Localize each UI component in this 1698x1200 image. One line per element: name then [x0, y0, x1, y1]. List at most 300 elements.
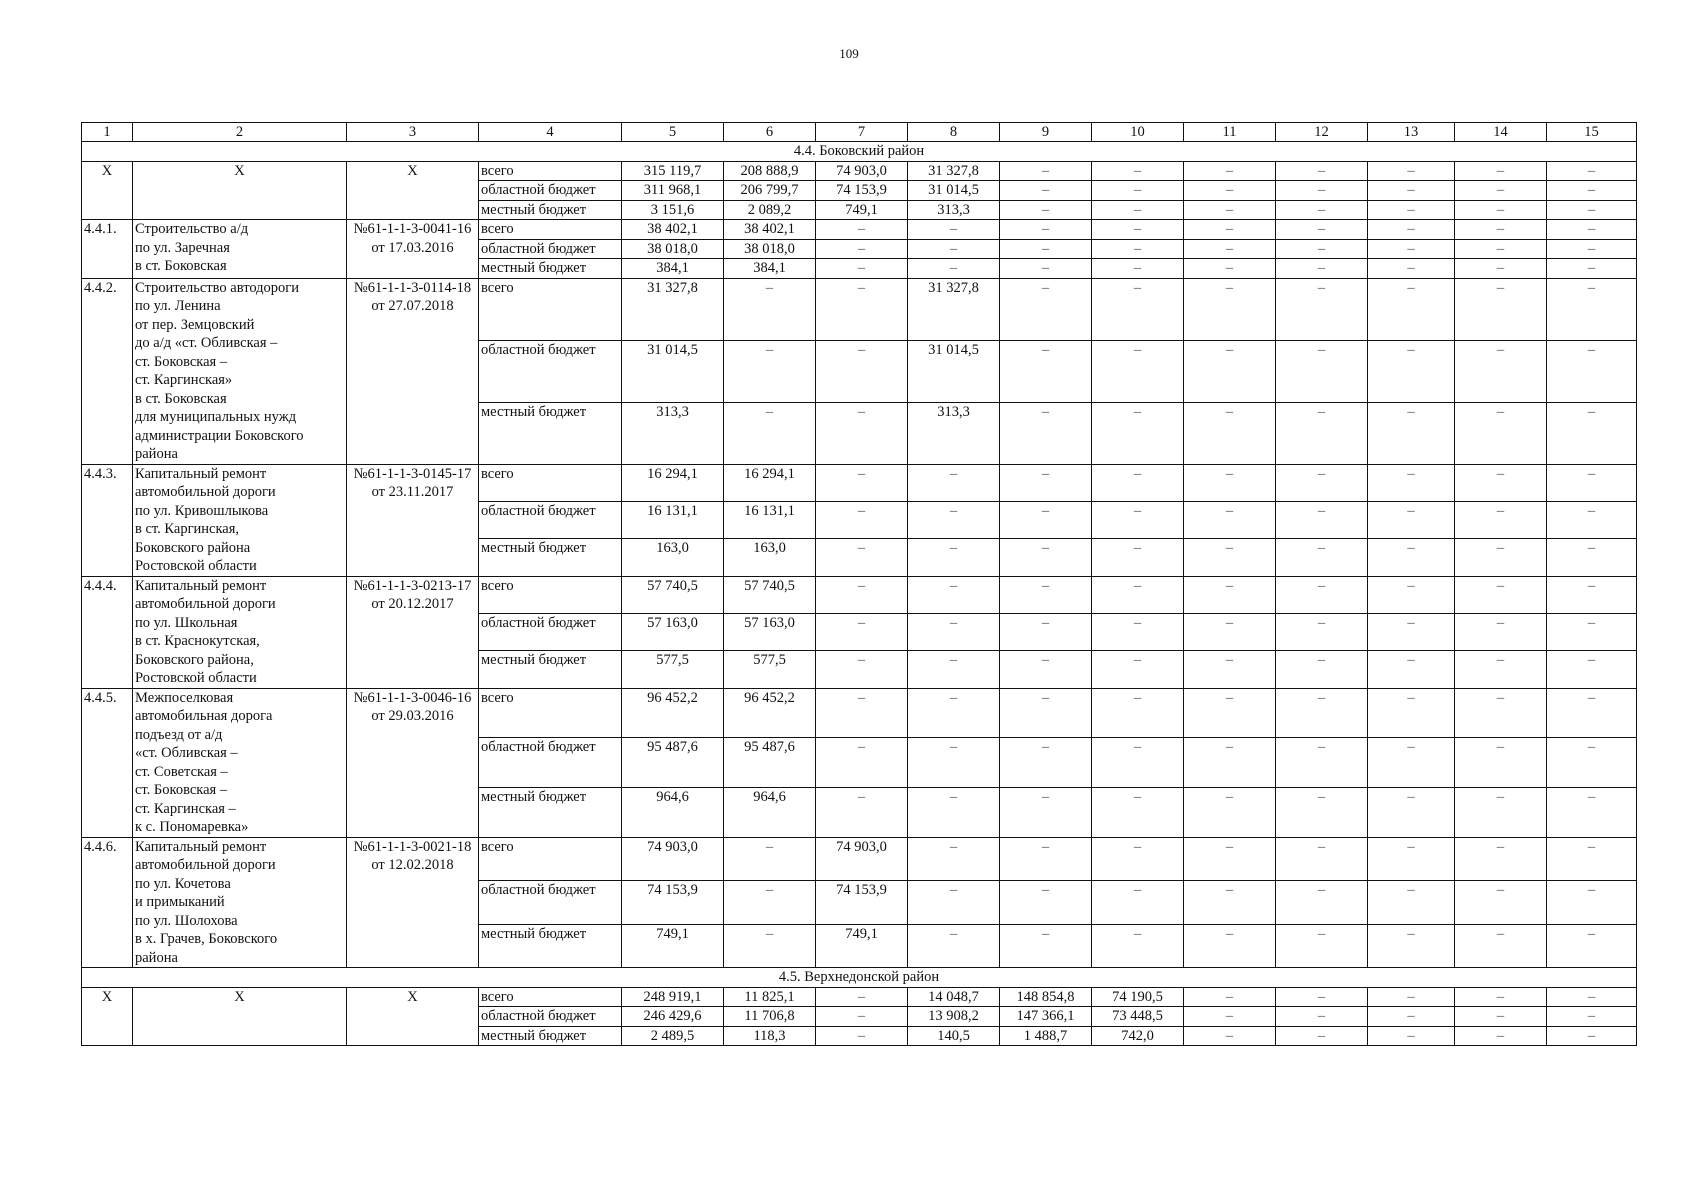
amount-cell: 38 402,1 — [622, 220, 724, 240]
amount-cell: – — [1368, 987, 1455, 1007]
amount-cell: – — [816, 539, 908, 576]
amount-cell: – — [1455, 340, 1547, 402]
amount-cell: – — [724, 881, 816, 925]
amount-cell: – — [1184, 278, 1276, 340]
amount-cell: 163,0 — [724, 539, 816, 576]
amount-cell: 14 048,7 — [908, 987, 1000, 1007]
document-number-cell: №61-1-1-3-0021-18 от 12.02.2018 — [347, 837, 479, 968]
amount-cell: – — [1455, 200, 1547, 220]
amount-cell: – — [1000, 651, 1092, 688]
budget-table — [81, 122, 1637, 1046]
funding-source-cell: всего — [479, 220, 622, 240]
amount-cell: – — [1547, 278, 1637, 340]
amount-cell: – — [1184, 464, 1276, 501]
amount-cell: 31 014,5 — [622, 340, 724, 402]
amount-cell: 74 903,0 — [816, 161, 908, 181]
amount-cell: – — [1000, 837, 1092, 881]
amount-cell: – — [816, 576, 908, 613]
document-number-cell: X — [347, 161, 479, 220]
amount-cell: – — [908, 501, 1000, 538]
amount-cell: – — [1000, 220, 1092, 240]
amount-cell: – — [1092, 239, 1184, 259]
funding-source-cell: всего — [479, 576, 622, 613]
object-row — [82, 576, 1637, 613]
amount-cell: 964,6 — [622, 787, 724, 837]
amount-cell: 313,3 — [908, 200, 1000, 220]
amount-cell: – — [1368, 881, 1455, 925]
amount-cell: 384,1 — [622, 259, 724, 279]
budget-table-container — [81, 122, 1637, 1046]
amount-cell: – — [908, 688, 1000, 738]
column-number-cell: 13 — [1368, 123, 1455, 142]
amount-cell: – — [1547, 881, 1637, 925]
amount-cell: – — [1455, 613, 1547, 650]
amount-cell: – — [1184, 651, 1276, 688]
amount-cell: – — [1276, 924, 1368, 968]
amount-cell: – — [1092, 738, 1184, 788]
column-number-cell: 10 — [1092, 123, 1184, 142]
funding-source-cell: местный бюджет — [479, 1026, 622, 1046]
amount-cell: – — [1184, 688, 1276, 738]
object-row — [82, 278, 1637, 340]
amount-cell: 313,3 — [622, 402, 724, 464]
amount-cell: – — [1547, 787, 1637, 837]
amount-cell: – — [1368, 501, 1455, 538]
amount-cell: – — [1184, 837, 1276, 881]
amount-cell: – — [816, 1026, 908, 1046]
amount-cell: – — [908, 259, 1000, 279]
amount-cell: 313,3 — [908, 402, 1000, 464]
amount-cell: – — [1000, 464, 1092, 501]
column-number-cell: 5 — [622, 123, 724, 142]
amount-cell: – — [908, 924, 1000, 968]
amount-cell: – — [724, 340, 816, 402]
amount-cell: 577,5 — [622, 651, 724, 688]
object-name-cell: Капитальный ремонт автомобильной дороги по ул. Кривошлыкова в ст. Каргинская, Боковского района Ростовской области — [133, 464, 347, 576]
amount-cell: – — [1092, 259, 1184, 279]
amount-cell: – — [1092, 200, 1184, 220]
amount-cell: – — [1092, 787, 1184, 837]
amount-cell: 2 089,2 — [724, 200, 816, 220]
amount-cell: – — [1276, 576, 1368, 613]
page-number: 109 — [839, 46, 859, 61]
amount-cell: 31 327,8 — [622, 278, 724, 340]
funding-source-cell: всего — [479, 987, 622, 1007]
amount-cell: – — [1000, 501, 1092, 538]
amount-cell: – — [1547, 501, 1637, 538]
amount-cell: – — [1368, 402, 1455, 464]
amount-cell: – — [908, 738, 1000, 788]
object-name-cell: Строительство а/д по ул. Заречная в ст. Боковская — [133, 220, 347, 279]
amount-cell: – — [816, 688, 908, 738]
object-row — [82, 688, 1637, 738]
amount-cell: – — [1547, 613, 1637, 650]
amount-cell: – — [1000, 161, 1092, 181]
amount-cell: – — [816, 613, 908, 650]
amount-cell: 96 452,2 — [724, 688, 816, 738]
funding-source-cell: всего — [479, 837, 622, 881]
amount-cell: – — [1455, 161, 1547, 181]
amount-cell: – — [724, 837, 816, 881]
amount-cell: – — [1184, 1026, 1276, 1046]
amount-cell: 118,3 — [724, 1026, 816, 1046]
amount-cell: – — [1276, 340, 1368, 402]
amount-cell: – — [1092, 161, 1184, 181]
amount-cell: – — [1368, 688, 1455, 738]
amount-cell: – — [1547, 402, 1637, 464]
object-name-cell: X — [133, 987, 347, 1046]
amount-cell: – — [1455, 501, 1547, 538]
object-name-cell: Строительство автодороги по ул. Ленина от пер. Земцовский до а/д «ст. Обливская – ст. Боковская – ст. Каргинская» в ст. Боковская для муниципальных нужд администрации Боковского района — [133, 278, 347, 464]
amount-cell: – — [1276, 402, 1368, 464]
amount-cell: – — [1092, 576, 1184, 613]
amount-cell: – — [908, 220, 1000, 240]
amount-cell: – — [1455, 402, 1547, 464]
amount-cell: – — [1547, 464, 1637, 501]
amount-cell: – — [1276, 837, 1368, 881]
amount-cell: – — [1000, 688, 1092, 738]
amount-cell: 57 740,5 — [724, 576, 816, 613]
amount-cell: 74 903,0 — [816, 837, 908, 881]
amount-cell: 57 740,5 — [622, 576, 724, 613]
amount-cell: – — [1547, 239, 1637, 259]
amount-cell: – — [1547, 987, 1637, 1007]
funding-source-cell: областной бюджет — [479, 881, 622, 925]
amount-cell: – — [1276, 987, 1368, 1007]
item-number-cell: 4.4.5. — [82, 688, 133, 837]
amount-cell: 206 799,7 — [724, 181, 816, 201]
amount-cell: – — [1455, 539, 1547, 576]
column-number-cell: 9 — [1000, 123, 1092, 142]
section-title: 4.5. Верхнедонской район — [82, 968, 1637, 988]
amount-cell: – — [1276, 881, 1368, 925]
amount-cell: – — [1455, 651, 1547, 688]
amount-cell: – — [1368, 576, 1455, 613]
amount-cell: – — [1092, 837, 1184, 881]
amount-cell: 95 487,6 — [724, 738, 816, 788]
amount-cell: – — [1276, 200, 1368, 220]
amount-cell: 95 487,6 — [622, 738, 724, 788]
document-number-cell: №61-1-1-3-0041-16 от 17.03.2016 — [347, 220, 479, 279]
document-number-cell: №61-1-1-3-0213-17 от 20.12.2017 — [347, 576, 479, 688]
amount-cell: – — [1000, 278, 1092, 340]
amount-cell: 38 402,1 — [724, 220, 816, 240]
amount-cell: – — [724, 402, 816, 464]
amount-cell: – — [1092, 464, 1184, 501]
amount-cell: – — [1547, 1007, 1637, 1027]
amount-cell: – — [816, 651, 908, 688]
amount-cell: – — [1547, 181, 1637, 201]
item-number-cell: 4.4.3. — [82, 464, 133, 576]
amount-cell: – — [1455, 239, 1547, 259]
funding-source-cell: местный бюджет — [479, 539, 622, 576]
amount-cell: – — [1000, 924, 1092, 968]
amount-cell: – — [1368, 539, 1455, 576]
amount-cell: – — [816, 501, 908, 538]
amount-cell: – — [1092, 539, 1184, 576]
amount-cell: – — [1184, 181, 1276, 201]
amount-cell: – — [1276, 1007, 1368, 1027]
column-number-cell: 7 — [816, 123, 908, 142]
amount-cell: – — [1184, 259, 1276, 279]
amount-cell: – — [908, 464, 1000, 501]
amount-cell: – — [724, 278, 816, 340]
amount-cell: – — [1184, 501, 1276, 538]
amount-cell: – — [1276, 688, 1368, 738]
amount-cell: – — [816, 402, 908, 464]
amount-cell: – — [1000, 181, 1092, 201]
amount-cell: – — [1368, 837, 1455, 881]
section-total-row — [82, 161, 1637, 181]
amount-cell: – — [1368, 738, 1455, 788]
amount-cell: – — [1368, 787, 1455, 837]
amount-cell: 38 018,0 — [724, 239, 816, 259]
amount-cell: – — [1547, 340, 1637, 402]
funding-source-cell: местный бюджет — [479, 259, 622, 279]
amount-cell: – — [1184, 576, 1276, 613]
amount-cell: 13 908,2 — [908, 1007, 1000, 1027]
amount-cell: – — [1455, 738, 1547, 788]
amount-cell: 31 014,5 — [908, 181, 1000, 201]
amount-cell: – — [1455, 924, 1547, 968]
amount-cell: 74 153,9 — [816, 881, 908, 925]
item-number-cell: 4.4.2. — [82, 278, 133, 464]
amount-cell: – — [816, 340, 908, 402]
amount-cell: 57 163,0 — [724, 613, 816, 650]
amount-cell: – — [1276, 651, 1368, 688]
amount-cell: – — [1276, 259, 1368, 279]
amount-cell: – — [1455, 220, 1547, 240]
amount-cell: – — [1455, 464, 1547, 501]
amount-cell: – — [1000, 738, 1092, 788]
object-row — [82, 220, 1637, 240]
amount-cell: 148 854,8 — [1000, 987, 1092, 1007]
item-number-cell: X — [82, 161, 133, 220]
amount-cell: – — [1092, 278, 1184, 340]
amount-cell: – — [1092, 613, 1184, 650]
amount-cell: – — [1092, 501, 1184, 538]
amount-cell: – — [1547, 200, 1637, 220]
amount-cell: – — [1184, 881, 1276, 925]
amount-cell: – — [816, 239, 908, 259]
amount-cell: 384,1 — [724, 259, 816, 279]
amount-cell: – — [1000, 340, 1092, 402]
amount-cell: – — [724, 924, 816, 968]
document-number-cell: №61-1-1-3-0114-18 от 27.07.2018 — [347, 278, 479, 464]
amount-cell: – — [1547, 837, 1637, 881]
funding-source-cell: областной бюджет — [479, 181, 622, 201]
amount-cell: – — [1368, 259, 1455, 279]
amount-cell: 74 153,9 — [622, 881, 724, 925]
amount-cell: – — [1000, 881, 1092, 925]
amount-cell: – — [1092, 881, 1184, 925]
amount-cell: – — [908, 576, 1000, 613]
amount-cell: – — [1455, 576, 1547, 613]
funding-source-cell: всего — [479, 161, 622, 181]
section-title-row — [82, 142, 1637, 162]
amount-cell: 246 429,6 — [622, 1007, 724, 1027]
amount-cell: – — [1455, 1007, 1547, 1027]
amount-cell: – — [1276, 1026, 1368, 1046]
funding-source-cell: областной бюджет — [479, 1007, 622, 1027]
funding-source-cell: областной бюджет — [479, 340, 622, 402]
amount-cell: – — [1455, 688, 1547, 738]
amount-cell: 31 327,8 — [908, 278, 1000, 340]
amount-cell: – — [1455, 259, 1547, 279]
amount-cell: 311 968,1 — [622, 181, 724, 201]
amount-cell: – — [908, 881, 1000, 925]
amount-cell: – — [1184, 924, 1276, 968]
amount-cell: – — [1276, 613, 1368, 650]
amount-cell: 57 163,0 — [622, 613, 724, 650]
funding-source-cell: областной бюджет — [479, 738, 622, 788]
amount-cell: – — [816, 1007, 908, 1027]
amount-cell: – — [1184, 539, 1276, 576]
amount-cell: 315 119,7 — [622, 161, 724, 181]
amount-cell: – — [1368, 340, 1455, 402]
amount-cell: – — [1184, 738, 1276, 788]
amount-cell: – — [908, 239, 1000, 259]
amount-cell: – — [1184, 239, 1276, 259]
amount-cell: 248 919,1 — [622, 987, 724, 1007]
amount-cell: 38 018,0 — [622, 239, 724, 259]
amount-cell: – — [1184, 161, 1276, 181]
funding-source-cell: всего — [479, 464, 622, 501]
amount-cell: 749,1 — [622, 924, 724, 968]
amount-cell: – — [816, 787, 908, 837]
section-total-row — [82, 987, 1637, 1007]
amount-cell: – — [1547, 1026, 1637, 1046]
amount-cell: – — [1368, 239, 1455, 259]
amount-cell: 147 366,1 — [1000, 1007, 1092, 1027]
amount-cell: 11 825,1 — [724, 987, 816, 1007]
column-number-cell: 6 — [724, 123, 816, 142]
amount-cell: – — [1184, 200, 1276, 220]
object-name-cell: Капитальный ремонт автомобильной дороги по ул. Кочетова и примыканий по ул. Шолохова в х. Грачев, Боковского района — [133, 837, 347, 968]
amount-cell: – — [1455, 837, 1547, 881]
amount-cell: – — [1368, 220, 1455, 240]
amount-cell: – — [1455, 787, 1547, 837]
amount-cell: – — [1276, 239, 1368, 259]
amount-cell: 1 488,7 — [1000, 1026, 1092, 1046]
amount-cell: – — [1368, 200, 1455, 220]
funding-source-cell: всего — [479, 688, 622, 738]
item-number-cell: 4.4.4. — [82, 576, 133, 688]
amount-cell: 74 190,5 — [1092, 987, 1184, 1007]
amount-cell: – — [1276, 539, 1368, 576]
object-name-cell: X — [133, 161, 347, 220]
funding-source-cell: местный бюджет — [479, 651, 622, 688]
amount-cell: 577,5 — [724, 651, 816, 688]
funding-source-cell: местный бюджет — [479, 200, 622, 220]
section-title: 4.4. Боковский район — [82, 142, 1637, 162]
amount-cell: 16 131,1 — [724, 501, 816, 538]
column-number-cell: 14 — [1455, 123, 1547, 142]
amount-cell: – — [816, 738, 908, 788]
amount-cell: – — [1276, 181, 1368, 201]
document-number-cell: №61-1-1-3-0046-16 от 29.03.2016 — [347, 688, 479, 837]
amount-cell: – — [1184, 220, 1276, 240]
amount-cell: – — [1368, 651, 1455, 688]
document-number-cell: X — [347, 987, 479, 1046]
amount-cell: – — [1092, 688, 1184, 738]
amount-cell: – — [1184, 1007, 1276, 1027]
amount-cell: – — [1184, 613, 1276, 650]
amount-cell: – — [1455, 1026, 1547, 1046]
column-number-cell: 15 — [1547, 123, 1637, 142]
table-header-row — [82, 123, 1637, 142]
amount-cell: – — [1276, 501, 1368, 538]
amount-cell: – — [1000, 200, 1092, 220]
amount-cell: – — [1455, 987, 1547, 1007]
amount-cell: – — [816, 278, 908, 340]
amount-cell: – — [908, 651, 1000, 688]
amount-cell: – — [1547, 539, 1637, 576]
object-name-cell: Межпоселковая автомобильная дорога подъезд от а/д «ст. Обливская – ст. Советская – ст. Боковская – ст. Каргинская – к с. Пономаревка» — [133, 688, 347, 837]
column-number-cell: 2 — [133, 123, 347, 142]
amount-cell: – — [1000, 239, 1092, 259]
column-number-cell: 1 — [82, 123, 133, 142]
amount-cell: – — [1184, 402, 1276, 464]
item-number-cell: 4.4.6. — [82, 837, 133, 968]
amount-cell: – — [1000, 787, 1092, 837]
amount-cell: – — [1455, 181, 1547, 201]
amount-cell: – — [1368, 464, 1455, 501]
column-number-cell: 4 — [479, 123, 622, 142]
funding-source-cell: областной бюджет — [479, 613, 622, 650]
amount-cell: – — [908, 539, 1000, 576]
amount-cell: – — [1276, 464, 1368, 501]
amount-cell: – — [908, 837, 1000, 881]
funding-source-cell: областной бюджет — [479, 239, 622, 259]
item-number-cell: X — [82, 987, 133, 1046]
amount-cell: – — [816, 464, 908, 501]
amount-cell: – — [1368, 613, 1455, 650]
amount-cell: – — [1276, 220, 1368, 240]
funding-source-cell: местный бюджет — [479, 402, 622, 464]
amount-cell: – — [1547, 576, 1637, 613]
amount-cell: – — [1000, 539, 1092, 576]
funding-source-cell: местный бюджет — [479, 787, 622, 837]
amount-cell: – — [1000, 613, 1092, 650]
amount-cell: – — [1184, 340, 1276, 402]
object-row — [82, 837, 1637, 881]
amount-cell: – — [1092, 651, 1184, 688]
amount-cell: – — [1276, 161, 1368, 181]
amount-cell: – — [1276, 738, 1368, 788]
object-name-cell: Капитальный ремонт автомобильной дороги по ул. Школьная в ст. Краснокутская, Боковского района, Ростовской области — [133, 576, 347, 688]
amount-cell: 16 294,1 — [724, 464, 816, 501]
amount-cell: – — [1547, 220, 1637, 240]
column-number-cell: 12 — [1276, 123, 1368, 142]
amount-cell: – — [908, 613, 1000, 650]
amount-cell: 73 448,5 — [1092, 1007, 1184, 1027]
amount-cell: 16 294,1 — [622, 464, 724, 501]
amount-cell: 140,5 — [908, 1026, 1000, 1046]
amount-cell: 74 903,0 — [622, 837, 724, 881]
amount-cell: – — [1092, 220, 1184, 240]
amount-cell: 749,1 — [816, 924, 908, 968]
amount-cell: 208 888,9 — [724, 161, 816, 181]
column-number-cell: 11 — [1184, 123, 1276, 142]
amount-cell: 31 014,5 — [908, 340, 1000, 402]
amount-cell: – — [1000, 259, 1092, 279]
amount-cell: – — [1368, 181, 1455, 201]
amount-cell: – — [908, 787, 1000, 837]
amount-cell: 3 151,6 — [622, 200, 724, 220]
funding-source-cell: областной бюджет — [479, 501, 622, 538]
amount-cell: – — [1547, 924, 1637, 968]
